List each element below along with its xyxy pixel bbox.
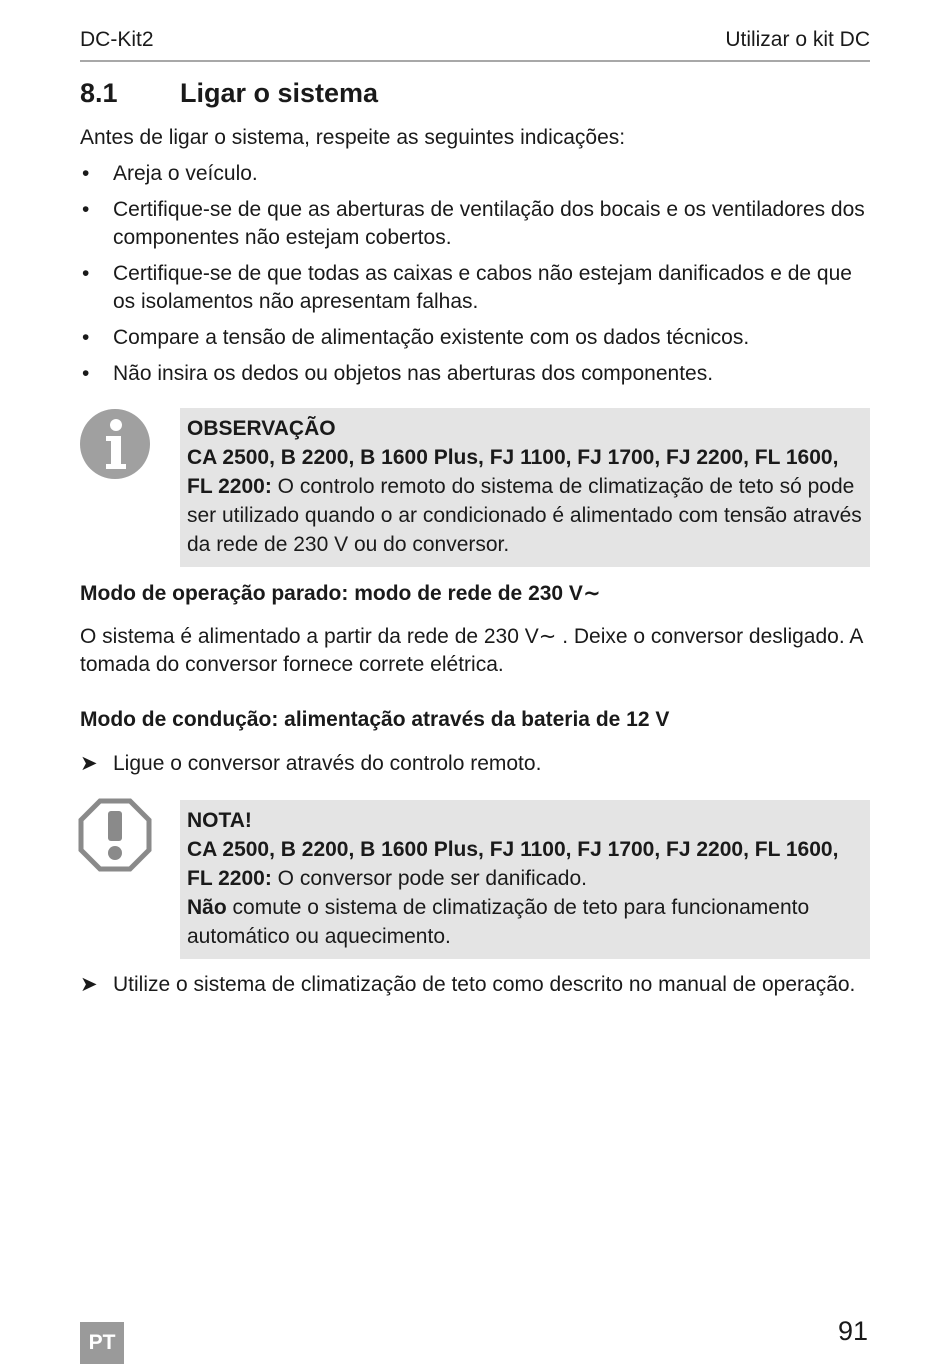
intro-paragraph: Antes de ligar o sistema, respeite as seguintes indicações: [80,126,626,149]
note-emphasis: Não [187,896,227,919]
note-observation [180,408,870,567]
precaution-list [80,160,870,396]
note-models: CA 2500, B 2200, B 1600 Plus, FJ 1100, FJ 1700, FJ 2200, FL 1600, FL 2200: [187,838,839,890]
language-tag: PT [80,1322,124,1364]
step-item: ➤ Ligue o conversor através do controlo remoto. [80,752,542,775]
bullet-icon: • [82,362,90,385]
section-heading [80,78,378,109]
note-models: CA 2500, B 2200, B 1600 Plus, FJ 1100, FJ 1700, FJ 2200, FL 1600, FL 2200: [187,446,839,498]
note-title: OBSERVAÇÃO [187,417,336,440]
bullet-icon: • [82,198,90,221]
page-number: 91 [837,1316,868,1346]
list-item: • Certifique-se de que todas as caixas e cabos não estejam danificados e de que os isolamentos não apresentam falhas. [82,262,852,313]
note-text: O conversor pode ser danificado. [271,867,588,890]
arrow-icon: ➤ [80,973,98,996]
bullet-icon: • [82,326,90,349]
bullet-icon: • [82,262,90,285]
warning-octagon-icon [78,798,152,872]
mode1-paragraph: O sistema é alimentado a partir da rede de 230 V∼ . Deixe o conversor desligado. A tomada do conversor fornece correte elétrica. [80,625,863,676]
step-item: ➤ Utilize o sistema de climatização de teto como descrito no manual de operação. [80,973,856,996]
section-title: Ligar o sistema [180,78,379,108]
mode2-heading: Modo de condução: alimentação através da bateria de 12 V [80,708,670,731]
mode1-heading: Modo de operação parado: modo de rede de 230 V∼ [80,582,601,605]
list-item: • Areja o veículo. [80,160,870,188]
header-chapter-title: Utilizar o kit DC [725,28,870,51]
list-item: • Certifique-se de que as aberturas de ventilação dos bocais e os ventiladores dos componentes não estejam cobertos. [82,198,865,249]
note-title: NOTA! [187,809,252,832]
page-header [80,28,870,62]
note-text: O controlo remoto do sistema de climatização de teto só pode ser utilizado quando o ar condicionado é alimentado com tensão através da rede de 230 V ou do conversor. [187,475,862,556]
info-icon [78,407,152,481]
list-item: • Compare a tensão de alimentação existente com os dados técnicos. [80,324,870,352]
section-number: 8.1 [80,78,118,108]
note-warning [180,800,870,959]
list-item: • Não insira os dedos ou objetos nas aberturas dos componentes. [80,360,870,388]
note-text: comute o sistema de climatização de teto para funcionamento automático ou aquecimento. [187,896,810,948]
arrow-icon: ➤ [80,752,98,775]
header-doc-title: DC-Kit2 [80,28,154,51]
bullet-icon: • [82,162,90,185]
